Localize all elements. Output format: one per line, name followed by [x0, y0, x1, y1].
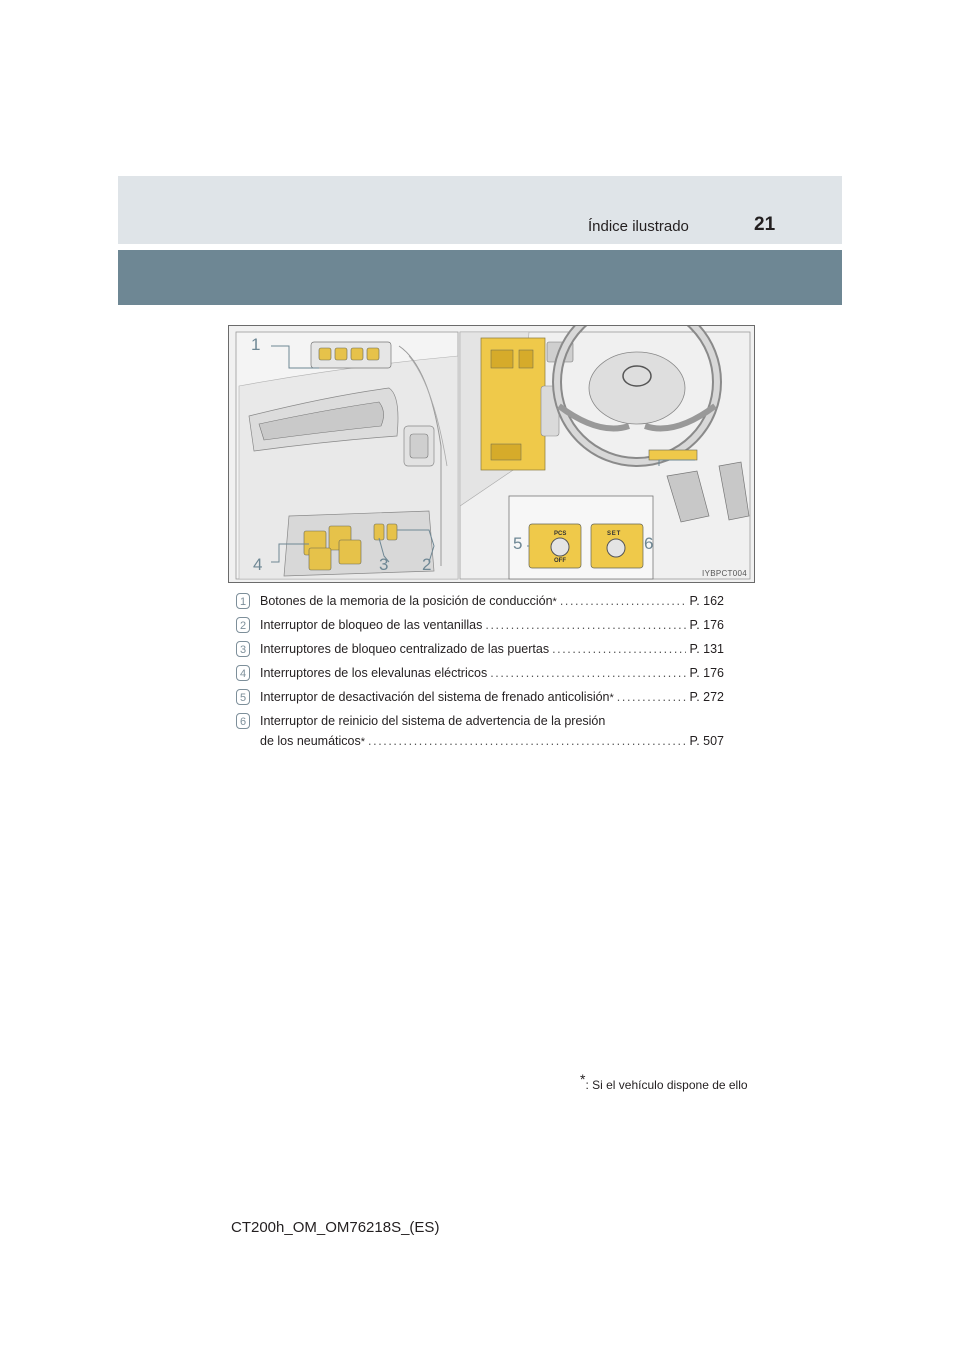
list-item — [236, 688, 724, 712]
page-number: 21 — [754, 214, 776, 235]
item-label: Interruptor de bloqueo de las ventanillas — [260, 618, 483, 632]
page-reference[interactable]: P. 131 — [689, 642, 724, 656]
interior-illustration — [228, 325, 755, 583]
illustration-drawing — [229, 326, 756, 584]
footnote-text: : Si el vehículo dispone de ello — [585, 1078, 748, 1092]
page-reference[interactable]: P. 272 — [689, 690, 724, 704]
item-label: Interruptores de bloqueo centralizado de las puertas — [260, 642, 550, 656]
page-reference[interactable]: P. 162 — [689, 594, 724, 608]
document-id: CT200h_OM_OM76218S_(ES) — [231, 1219, 440, 1236]
item-number: 1 — [236, 593, 250, 609]
pcs-switch-label-top: PCS — [554, 531, 567, 537]
list-item — [236, 592, 724, 616]
callout-3: 3 — [379, 555, 389, 574]
item-row: Botones de la memoria de la posición de conducción * ..... P. 162 — [260, 594, 724, 608]
list-item — [236, 640, 724, 664]
list-item — [236, 616, 724, 640]
item-number: 3 — [236, 641, 250, 657]
header-bar — [118, 250, 842, 305]
page-reference[interactable]: P. 176 — [689, 666, 724, 680]
callout-2: 2 — [422, 555, 432, 574]
pcs-switch-label-bottom: OFF — [554, 558, 566, 564]
item-row — [260, 666, 724, 680]
asterisk-icon: * — [580, 1071, 586, 1087]
item-label: Interruptor de desactivación del sistema de frenado anticolisión — [260, 690, 610, 704]
list-item — [236, 712, 724, 756]
header-band — [118, 176, 842, 244]
leader-dots — [617, 690, 687, 704]
page-reference[interactable]: P. 176 — [689, 618, 724, 632]
item-row — [260, 642, 724, 656]
callout-6: 6 — [644, 534, 654, 553]
item-number: 6 — [236, 713, 250, 729]
leader-dots — [368, 734, 686, 748]
leader-dots — [485, 618, 686, 632]
callout-4: 4 — [253, 555, 263, 574]
item-row: Interruptor de desactivación del sistema de frenado anticolisión * ..... P. 272 — [260, 690, 724, 704]
item-label: Interruptores de los elevalunas eléctricos — [260, 666, 488, 680]
item-number: 5 — [236, 689, 250, 705]
item-number: 4 — [236, 665, 250, 681]
item-number: 2 — [236, 617, 250, 633]
leader-dots — [490, 666, 686, 680]
section-title: Índice ilustrado — [588, 218, 689, 235]
item-row — [260, 618, 724, 632]
set-switch-label: SET — [607, 531, 622, 537]
callout-5: 5 — [513, 534, 523, 553]
component-list — [236, 592, 724, 756]
item-row: de los neumáticos * ..... P. 507 — [260, 734, 724, 748]
leader-dots — [560, 594, 687, 608]
item-label: Botones de la memoria de la posición de conducción — [260, 594, 553, 608]
leader-dots — [552, 642, 686, 656]
page-reference[interactable]: P. 507 — [689, 734, 724, 748]
item-label-continued: de los neumáticos — [260, 734, 361, 748]
footnote — [580, 1071, 748, 1092]
figure-code: IYBPCT004 — [702, 569, 747, 578]
item-label: Interruptor de reinicio del sistema de advertencia de la presión — [260, 714, 606, 728]
list-item — [236, 664, 724, 688]
callout-1: 1 — [251, 335, 261, 354]
